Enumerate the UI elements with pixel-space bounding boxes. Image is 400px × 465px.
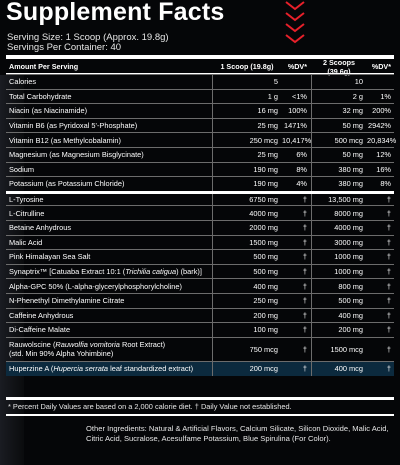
- dv-one-scoop: 100%: [288, 106, 307, 116]
- amount-two-scoops: 400 mg: [338, 310, 363, 320]
- dv-two-scoops: †: [386, 195, 391, 205]
- table-row: [6, 249, 394, 264]
- dv-two-scoops: †: [386, 267, 391, 277]
- amount-one-scoop: 200 mg: [253, 310, 278, 320]
- amount-one-scoop: 500 mg: [253, 252, 278, 262]
- table-row: [6, 220, 394, 235]
- ingredient-name: Magnesium (as Magnesium Bisglycinate): [9, 150, 144, 160]
- ingredient-name: Sodium: [9, 164, 35, 174]
- dv-one-scoop: 8%: [296, 164, 307, 174]
- dv-one-scoop: †: [302, 237, 307, 247]
- ingredient-latin-name: Hupercia serrata: [53, 364, 109, 374]
- column-divider: [311, 163, 312, 177]
- column-divider: [212, 236, 213, 250]
- dv-two-scoops: †: [386, 344, 391, 354]
- ingredient-name: Di-Caffeine Malate: [9, 325, 71, 335]
- dv-one-scoop: †: [302, 344, 307, 354]
- dv-two-scoops: 20,834%: [367, 135, 397, 145]
- dv-two-scoops: 2942%: [367, 121, 391, 131]
- amount-one-scoop: 400 mg: [253, 281, 278, 291]
- column-divider: [311, 75, 312, 89]
- ingredient-latin-name: Rauwolfia vomitoria: [55, 340, 120, 350]
- table-row: [6, 162, 394, 177]
- dv-one-scoop: 1471%: [283, 121, 307, 131]
- column-divider: [212, 133, 213, 147]
- dv-one-scoop: 4%: [296, 179, 307, 189]
- header-dv-two: %DV*: [371, 62, 391, 71]
- table-row: [6, 176, 394, 191]
- ingredient-name: Vitamin B6 (as Pyridoxal 5'-Phosphate): [9, 121, 138, 131]
- column-divider: [212, 75, 213, 89]
- amount-one-scoop: 250 mg: [253, 296, 278, 306]
- amount-one-scoop: 25 mg: [257, 150, 278, 160]
- table-row: [6, 89, 394, 104]
- ingredient-name-part: ) (bark)]: [176, 267, 202, 277]
- amount-two-scoops: 1500 mcg: [330, 344, 363, 354]
- chevron-arrows-icon: [283, 0, 307, 48]
- dv-one-scoop: †: [302, 208, 307, 218]
- table-row: [6, 118, 394, 133]
- header-two-scoops: 2 Scoops (39.6g): [323, 57, 355, 76]
- amount-two-scoops: 500 mg: [338, 296, 363, 306]
- amount-two-scoops: 1000 mg: [334, 267, 363, 277]
- ingredient-latin-name: Trichilia catigua: [125, 267, 177, 277]
- amount-two-scoops: 50 mg: [342, 150, 363, 160]
- column-divider: [212, 265, 213, 279]
- column-divider: [212, 90, 213, 104]
- column-divider: [311, 265, 312, 279]
- column-divider: [311, 133, 312, 147]
- ingredient-name: Caffeine Anhydrous: [9, 310, 74, 320]
- other-ingredients: Other Ingredients: Natural & Artificial Flavors, Calcium Silicate, Silicon Dioxide, Malic Acid, Citric Acid, Sucralose, Acesulfame Potassium, Blue Spirulina (For Color).: [86, 424, 389, 443]
- footer-rule-bottom: [6, 414, 394, 416]
- amount-two-scoops: 380 mg: [338, 179, 363, 189]
- footer-rule: [6, 397, 394, 400]
- table-row: [6, 235, 394, 250]
- amount-two-scoops: 2 g: [352, 91, 363, 101]
- dv-two-scoops: †: [386, 223, 391, 233]
- table-row: [6, 74, 394, 89]
- ingredient-name-part: Root Extract): [119, 340, 166, 350]
- table-row: [6, 132, 397, 147]
- amount-two-scoops: 4000 mg: [334, 223, 363, 233]
- ingredient-name: [6, 364, 212, 373]
- column-divider: [311, 323, 312, 337]
- header-dv-one: %DV*: [287, 62, 307, 71]
- amount-two-scoops: 380 mg: [338, 164, 363, 174]
- dv-two-scoops: †: [386, 325, 391, 335]
- column-divider: [311, 279, 312, 293]
- dv-two-scoops: †: [386, 281, 391, 291]
- column-divider: [311, 338, 312, 362]
- column-divider: [212, 309, 213, 323]
- servings-per-container: Servings Per Container: 40: [7, 42, 122, 53]
- column-divider: [311, 294, 312, 308]
- ingredient-name: Calories: [9, 77, 37, 87]
- amount-two-scoops: 50 mg: [342, 121, 363, 131]
- table-header: [6, 57, 394, 76]
- amount-one-scoop: 16 mg: [257, 106, 278, 116]
- amount-one-scoop: 5: [273, 77, 278, 87]
- dv-one-scoop: †: [302, 296, 307, 306]
- column-divider: [212, 338, 213, 362]
- table-row: [6, 308, 394, 323]
- table-row: [6, 103, 394, 118]
- column-divider: [212, 163, 213, 177]
- column-divider: [311, 250, 312, 264]
- column-divider: [212, 119, 213, 133]
- ingredient-name: [6, 340, 212, 358]
- amount-one-scoop: 6750 mg: [249, 195, 278, 205]
- amount-one-scoop: 200 mcg: [249, 364, 278, 374]
- dv-two-scoops: 12%: [376, 150, 391, 160]
- dv-one-scoop: <1%: [292, 91, 307, 101]
- header-one-scoop: 1 Scoop (19.8g): [220, 62, 274, 71]
- column-divider: [311, 104, 312, 118]
- table-row: [6, 322, 394, 337]
- table-row: [6, 205, 394, 220]
- amount-one-scoop: 250 mcg: [249, 135, 278, 145]
- ingredient-name-part: Synaptrix™ [Catuaba Extract 10:1 (: [9, 267, 126, 277]
- amount-two-scoops: 400 mcg: [334, 364, 363, 374]
- ingredient-standardization: (std. Min 90% Alpha Yohimbine): [9, 349, 114, 359]
- ingredient-name: Alpha-GPC 50% (L-alpha-glycerylphosphorylcholine): [9, 281, 182, 291]
- ingredient-name: L-Tyrosine: [9, 195, 44, 205]
- ingredient-name: Malic Acid: [9, 237, 43, 247]
- column-divider: [212, 362, 213, 376]
- table-row: [6, 147, 394, 162]
- dv-one-scoop: †: [302, 223, 307, 233]
- ingredient-name-part: leaf standardized extract): [108, 364, 194, 374]
- amount-one-scoop: 500 mg: [253, 267, 278, 277]
- dv-one-scoop: 6%: [296, 150, 307, 160]
- amount-two-scoops: 3000 mg: [334, 237, 363, 247]
- dv-two-scoops: †: [386, 237, 391, 247]
- column-divider: [311, 309, 312, 323]
- amount-one-scoop: 100 mg: [253, 325, 278, 335]
- ingredient-name: Potassium (as Potassium Chloride): [9, 179, 125, 189]
- column-divider: [311, 90, 312, 104]
- ingredient-name: L-Citrulline: [9, 208, 45, 218]
- column-divider: [311, 194, 312, 206]
- column-divider: [212, 294, 213, 308]
- amount-two-scoops: 8000 mg: [334, 208, 363, 218]
- column-divider: [212, 323, 213, 337]
- header-amount-per-serving: Amount Per Serving: [9, 62, 79, 71]
- panel-title: Supplement Facts: [6, 0, 225, 26]
- amount-one-scoop: 25 mg: [257, 121, 278, 131]
- table-row: [6, 278, 394, 293]
- table-row: [6, 337, 394, 362]
- dv-two-scoops: †: [386, 296, 391, 306]
- column-divider: [311, 236, 312, 250]
- ingredient-name-part: Huperzine A (: [9, 364, 54, 374]
- table-row: [6, 191, 394, 206]
- table-row: [6, 293, 394, 308]
- ingredient-name-part: Rauwolscine (: [9, 340, 56, 350]
- column-divider: [212, 194, 213, 206]
- column-divider: [212, 104, 213, 118]
- dv-two-scoops: 16%: [376, 164, 391, 174]
- column-divider: [311, 362, 312, 376]
- amount-one-scoop: 190 mg: [253, 164, 278, 174]
- amount-two-scoops: 800 mg: [338, 281, 363, 291]
- amount-two-scoops: 13,500 mg: [328, 195, 363, 205]
- dv-one-scoop: †: [302, 281, 307, 291]
- column-divider: [212, 221, 213, 235]
- amount-one-scoop: 1500 mg: [249, 237, 278, 247]
- column-divider: [311, 206, 312, 220]
- dv-one-scoop: †: [302, 364, 307, 374]
- dv-two-scoops: 1%: [380, 91, 391, 101]
- ingredient-name: Total Carbohydrate: [9, 91, 72, 101]
- column-divider: [212, 206, 213, 220]
- amount-one-scoop: 750 mcg: [249, 344, 278, 354]
- column-divider: [212, 250, 213, 264]
- dv-one-scoop: †: [302, 267, 307, 277]
- dv-two-scoops: 8%: [380, 179, 391, 189]
- serving-size: Serving Size: 1 Scoop (Approx. 19.8g): [7, 32, 169, 43]
- column-divider: [212, 148, 213, 162]
- amount-one-scoop: 190 mg: [253, 179, 278, 189]
- table-body: [6, 74, 397, 376]
- table-row: [6, 264, 394, 279]
- ingredient-name: Pink Himalayan Sea Salt: [9, 252, 91, 262]
- amount-two-scoops: 10: [354, 77, 363, 87]
- ingredient-name: [6, 267, 212, 276]
- supplement-table: [6, 57, 397, 376]
- dv-two-scoops: †: [386, 252, 391, 262]
- column-divider: [311, 148, 312, 162]
- dv-one-scoop: †: [302, 195, 307, 205]
- table-row: [6, 361, 394, 376]
- ingredient-name: N-Phenethyl Dimethylamine Citrate: [9, 296, 125, 306]
- dv-two-scoops: †: [386, 310, 391, 320]
- ingredient-name: Betaine Anhydrous: [9, 223, 72, 233]
- ingredient-name: Niacin (as Niacinamide): [9, 106, 88, 116]
- dv-one-scoop: 10,417%: [282, 135, 312, 145]
- dv-two-scoops: †: [386, 208, 391, 218]
- column-divider: [212, 177, 213, 191]
- dv-one-scoop: †: [302, 325, 307, 335]
- column-divider: [212, 279, 213, 293]
- ingredient-name: Vitamin B12 (as Methylcobalamin): [9, 135, 122, 145]
- dv-two-scoops: †: [386, 364, 391, 374]
- amount-one-scoop: 2000 mg: [249, 223, 278, 233]
- amount-two-scoops: 200 mg: [338, 325, 363, 335]
- amount-two-scoops: 32 mg: [342, 106, 363, 116]
- amount-two-scoops: 1000 mg: [334, 252, 363, 262]
- dv-two-scoops: 200%: [372, 106, 391, 116]
- dv-one-scoop: †: [302, 310, 307, 320]
- amount-one-scoop: 4000 mg: [249, 208, 278, 218]
- dv-footnote: * Percent Daily Values are based on a 2,000 calorie diet. † Daily Value not established.: [8, 402, 292, 411]
- dv-one-scoop: †: [302, 252, 307, 262]
- amount-one-scoop: 1 g: [267, 91, 278, 101]
- column-divider: [311, 177, 312, 191]
- amount-two-scoops: 500 mcg: [334, 135, 363, 145]
- column-divider: [311, 221, 312, 235]
- column-divider: [311, 119, 312, 133]
